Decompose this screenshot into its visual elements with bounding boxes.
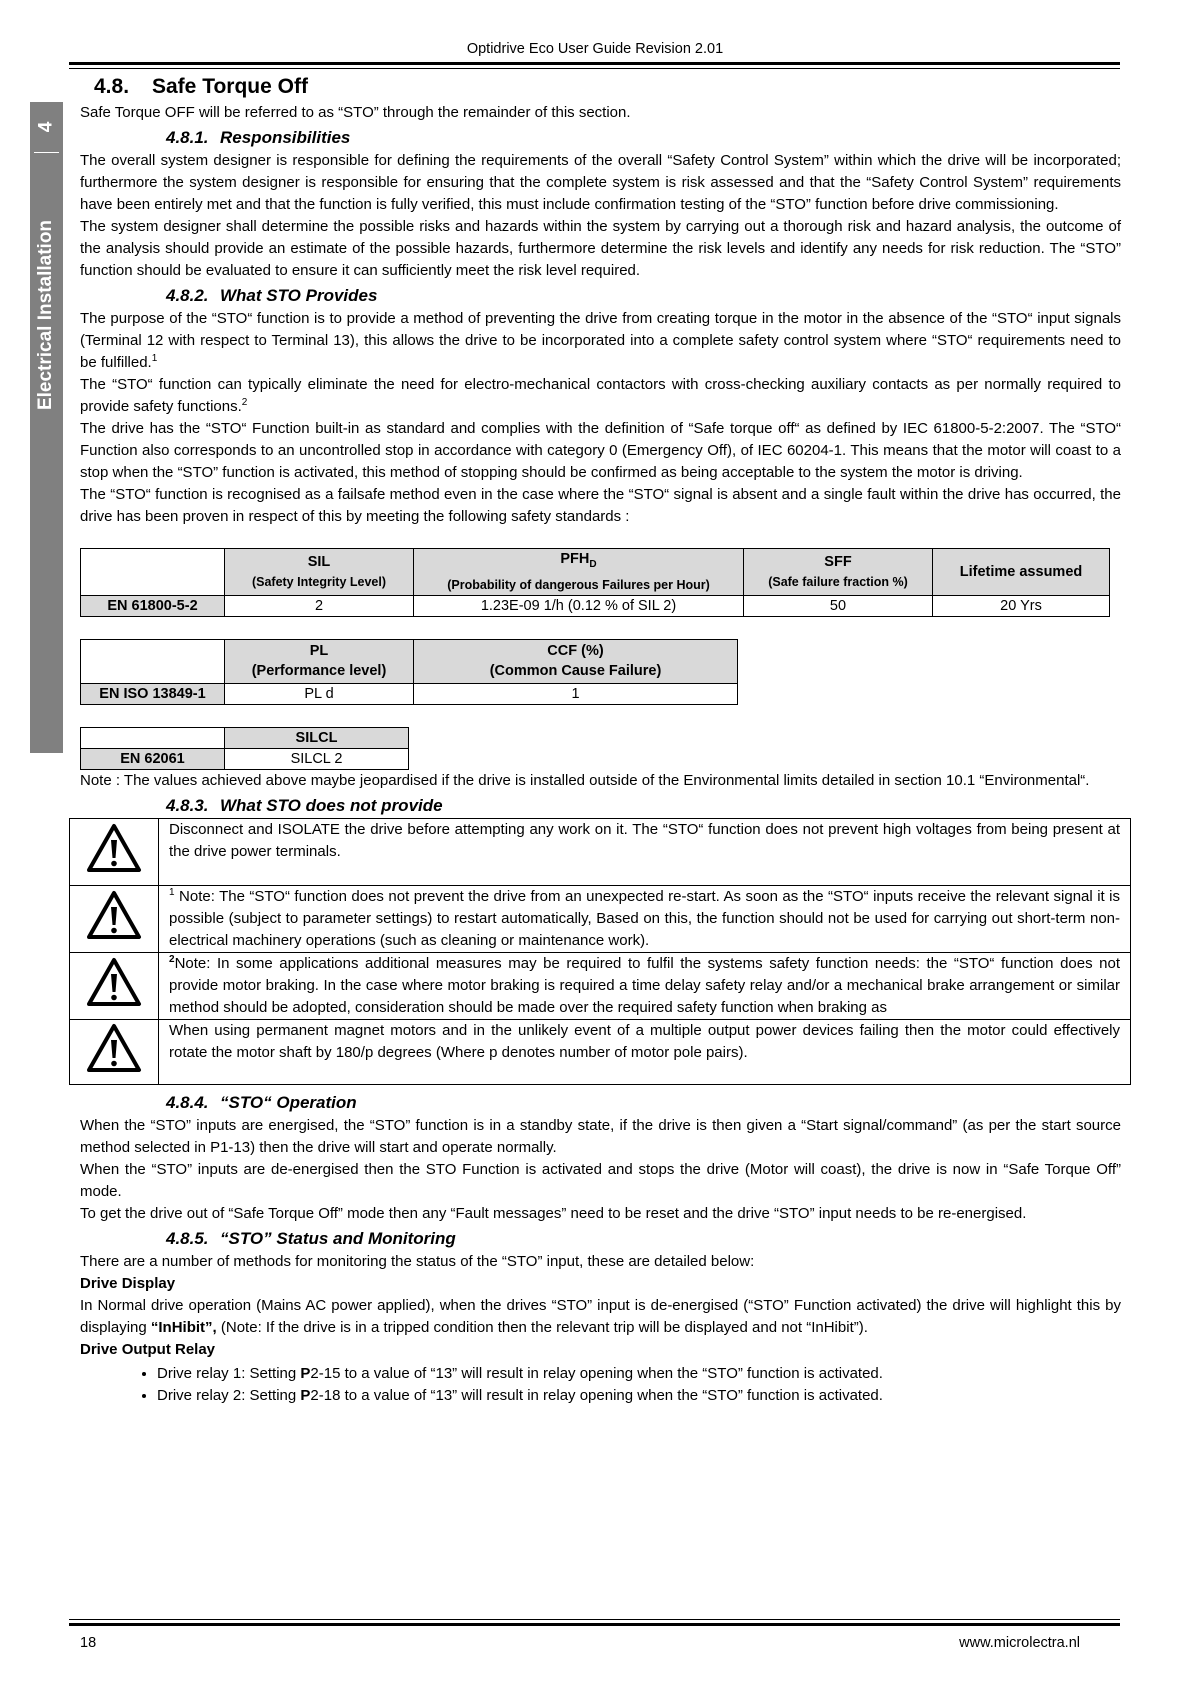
side-tab-divider <box>34 152 59 153</box>
table-cell: 2 <box>225 595 414 616</box>
warning-table <box>69 818 1131 1085</box>
footnote-ref: 2 <box>241 397 248 408</box>
header-text-main: PFH <box>560 551 590 567</box>
page-number: 18 <box>80 1635 97 1651</box>
list-text: Drive relay 2: Setting <box>157 1386 301 1404</box>
header-text <box>416 549 741 575</box>
paragraph-heading: Drive Display <box>80 1274 176 1292</box>
warning-text: Disconnect and ISOLATE the drive before attempting any work on it. The “STO“ function does not prevent high voltages from being present at the drive power terminals. <box>159 818 1131 885</box>
paragraph: The “STO“ function is recognised as a failsafe method even in the case where the “STO“ signal is absent and a single fault within the drive has occurred, the drive has been proven in respect of this by meeting the following safety standards : <box>80 486 1121 525</box>
en62061-table <box>80 727 409 770</box>
table-cell: 50 <box>744 595 933 616</box>
bullet-list <box>80 1363 1121 1407</box>
paragraph-text: (Note: If the drive is in a tripped condition then the relevant trip will be displayed and not “InHibit”). <box>216 1318 868 1336</box>
header-text: PL <box>309 643 329 660</box>
paragraph <box>80 1295 1121 1339</box>
note-paragraph: Note : The values achieved above maybe jeopardised if the drive is installed outside of the Environmental limits detailed in section 10.1 “Environmental“. <box>80 771 1090 789</box>
warning-body: Note: The “STO“ function does not prevent the drive from an unexpected re-start. As soon as the “STO“ inputs receive the relevant signal it is possible (subject to parameter settings) to restart automatically, Based on this, the function should not be used for carrying out short-term non-electrical machinery operations (such as cleaning or maintenance work). <box>169 887 1120 949</box>
list-item <box>157 1363 1121 1385</box>
footnote-ref: 1 <box>151 353 158 364</box>
table-corner <box>81 549 225 596</box>
row-label: EN 62061 <box>81 748 225 769</box>
header-subtext: (Probability of dangerous Failures per Hour) <box>447 577 710 592</box>
header-subtext: (Common Cause Failure) <box>489 663 662 680</box>
subsection-heading-provides <box>166 284 1121 308</box>
list-item <box>157 1385 1121 1407</box>
footer-url: www.microlectra.nl <box>959 1635 1080 1651</box>
header-subtext: (Safety Integrity Level) <box>251 574 387 589</box>
footer-rule <box>69 1623 1120 1626</box>
warning-text <box>159 885 1131 952</box>
list-text: Drive relay 1: Setting <box>157 1364 301 1382</box>
subsection-number: 4.8.4. <box>166 1092 209 1112</box>
list-emphasis: P <box>300 1364 311 1382</box>
footnote-ref: 1 <box>169 886 175 898</box>
paragraph <box>80 308 1121 374</box>
paragraph-text: The “STO“ function can typically eliminate the need for electro-mechanical contactors with cross-checking auxiliary contacts as per normally required to provide safety functions. <box>80 376 1121 415</box>
paragraph-text: In Normal drive operation (Mains AC power applied), when the drives “STO” input is de-energised (“STO” Function activated) the drive will highlight this by displaying <box>80 1296 1121 1336</box>
table-corner <box>81 639 225 683</box>
table-corner <box>81 727 225 748</box>
paragraph: There are a number of methods for monitoring the status of the “STO” input, these are detailed below: <box>80 1252 755 1270</box>
warning-text: When using permanent magnet motors and in the unlikely event of a multiple output power devices failing then the motor could effectively rotate the motor shaft by 180/p degrees (Where p denotes number of motor pole pairs). <box>159 1019 1131 1084</box>
intro-paragraph: Safe Torque OFF will be referred to as “STO” through the remainder of this section. <box>80 104 631 121</box>
subsection-number: 4.8.3. <box>166 795 209 815</box>
warning-icon <box>86 957 142 1007</box>
header-text: CCF (%) <box>547 643 604 660</box>
header-title: Optidrive Eco User Guide Revision 2.01 <box>466 41 724 57</box>
list-emphasis: P <box>300 1386 311 1404</box>
subsection-number: 4.8.5. <box>166 1228 209 1248</box>
warning-icon <box>86 890 142 940</box>
section-title: Safe Torque Off <box>152 75 308 98</box>
paragraph-emphasis: “InHibit”, <box>150 1318 217 1336</box>
subsection-number: 4.8.1. <box>166 128 209 147</box>
chapter-label: Electrical Installation <box>35 219 57 411</box>
chapter-number: 4 <box>35 121 57 133</box>
table-header <box>414 639 738 683</box>
paragraph: The system designer shall determine the possible risks and hazards within the system by carrying out a thorough risk and hazard analysis, the outcome of the analysis should provide an estimate of the possible hazards, furthermore determine the risk levels and identify any needs for risk reduction. The “STO” function should be evaluated to ensure it can sufficiently meet the risk level required. <box>80 218 1121 279</box>
table-cell: PL d <box>225 683 414 704</box>
paragraph-heading: Drive Output Relay <box>80 1340 216 1358</box>
subsection-title: “STO“ Operation <box>220 1092 357 1112</box>
table-header: SILCL <box>225 727 409 748</box>
header-subtext: (Safe failure fraction %) <box>768 574 908 589</box>
en61800-table <box>80 548 1110 617</box>
warning-text <box>159 952 1131 1019</box>
table-cell: SILCL 2 <box>225 748 409 769</box>
table-cell: 1.23E-09 1/h (0.12 % of SIL 2) <box>414 595 744 616</box>
table-cell: 1 <box>414 683 738 704</box>
list-text: 2-15 to a value of “13” will result in relay opening when the “STO” function is activated. <box>310 1364 883 1382</box>
footer-rule-thin <box>69 1619 1120 1620</box>
subsection-number: 4.8.2. <box>166 286 209 305</box>
en-iso-13849-table <box>80 639 738 705</box>
paragraph: The overall system designer is responsible for defining the requirements of the overall “Safety Control System” within which the drive will be incorporated; furthermore the system designer is responsible for ensuring that the complete system is risk assessed and that the “Safety Control System” requirements have been entirely met and that the function is fully verified, this must include confirmation testing of the “STO” function before drive commissioning. <box>80 152 1121 213</box>
table-header <box>225 549 414 596</box>
warning-icon <box>86 1023 142 1073</box>
warning-icon-cell <box>70 818 159 885</box>
subsection-title: “STO” Status and Monitoring <box>220 1228 456 1248</box>
paragraph-text: The purpose of the “STO“ function is to provide a method of preventing the drive from creating torque in the motor in the absence of the “STO“ input signals (Terminal 12 with respect to Terminal 13), this allows the drive to be incorporated into a complete safety control system where “STO“ requirements need to be fulfilled. <box>80 310 1121 371</box>
paragraph: When the “STO” inputs are energised, the “STO” function is in a standby state, if the drive is then given a “Start signal/command” (as per the start source method selected in P1-13) then the drive will start and operate normally. <box>80 1116 1121 1156</box>
paragraph: To get the drive out of “Safe Torque Off” mode then any “Fault messages” need to be reset and the drive “STO” input needs to be re-energised. <box>80 1204 1027 1222</box>
table-header <box>225 639 414 683</box>
chapter-side-tab <box>30 102 63 753</box>
section-number: 4.8. <box>94 75 130 98</box>
subsection-heading-does-not-provide <box>166 794 1121 818</box>
footnote-ref: 2 <box>169 953 175 965</box>
header-subscript: D <box>589 558 597 570</box>
subsection-heading-operation <box>166 1091 1121 1115</box>
page-content <box>80 72 1121 1407</box>
warning-body: Note: In some applications additional measures may be required to fulfil the systems safety function needs: the “STO“ function does not provide motor braking. In the case where motor braking is required a time delay safety relay and/or a mechanical brake arrangement or similar method should be adopted, consideration should be made over the required safety function when braking as <box>169 954 1120 1016</box>
table-header <box>744 549 933 596</box>
warning-icon-cell <box>70 952 159 1019</box>
warning-icon <box>86 823 142 873</box>
warning-icon-cell <box>70 1019 159 1084</box>
header-subtext: (Performance level) <box>251 663 387 680</box>
header-text: SIL <box>307 553 331 570</box>
subsection-heading-responsibilities <box>166 126 1121 150</box>
paragraph <box>80 374 1121 418</box>
subsection-title: Responsibilities <box>220 128 351 147</box>
header-text: SFF <box>824 553 852 570</box>
header-rule-thin <box>69 68 1120 69</box>
subsection-title: What STO does not provide <box>220 795 443 815</box>
warning-icon-cell <box>70 885 159 952</box>
subsection-title: What STO Provides <box>220 286 378 305</box>
paragraph: The drive has the “STO“ Function built-in as standard and complies with the definition of “Safe torque off“ as defined by IEC 61800-5-2:2007. The “STO“ Function also corresponds to an uncontrolled stop in accordance with category 0 (Emergency Off), of IEC 60204-1. This means that the motor will coast to a stop when the “STO” function is activated, this method of stopping should be confirmed as being acceptable to the system the motor is driving. <box>80 420 1121 481</box>
table-cell: 20 Yrs <box>933 595 1110 616</box>
paragraph: When the “STO” inputs are de-energised then the STO Function is activated and stops the drive (Motor will coast), the drive is now in “Safe Torque Off” mode. <box>80 1160 1121 1200</box>
section-heading <box>80 72 1121 102</box>
list-text: 2-18 to a value of “13” will result in relay opening when the “STO” function is activated. <box>310 1386 883 1404</box>
subsection-heading-monitoring <box>166 1227 1121 1251</box>
chapter-label-wrap <box>30 160 63 470</box>
row-label: EN ISO 13849-1 <box>81 683 225 704</box>
row-label: EN 61800-5-2 <box>81 595 225 616</box>
table-header: Lifetime assumed <box>933 549 1110 596</box>
header-rule <box>69 62 1120 65</box>
table-header <box>414 549 744 596</box>
